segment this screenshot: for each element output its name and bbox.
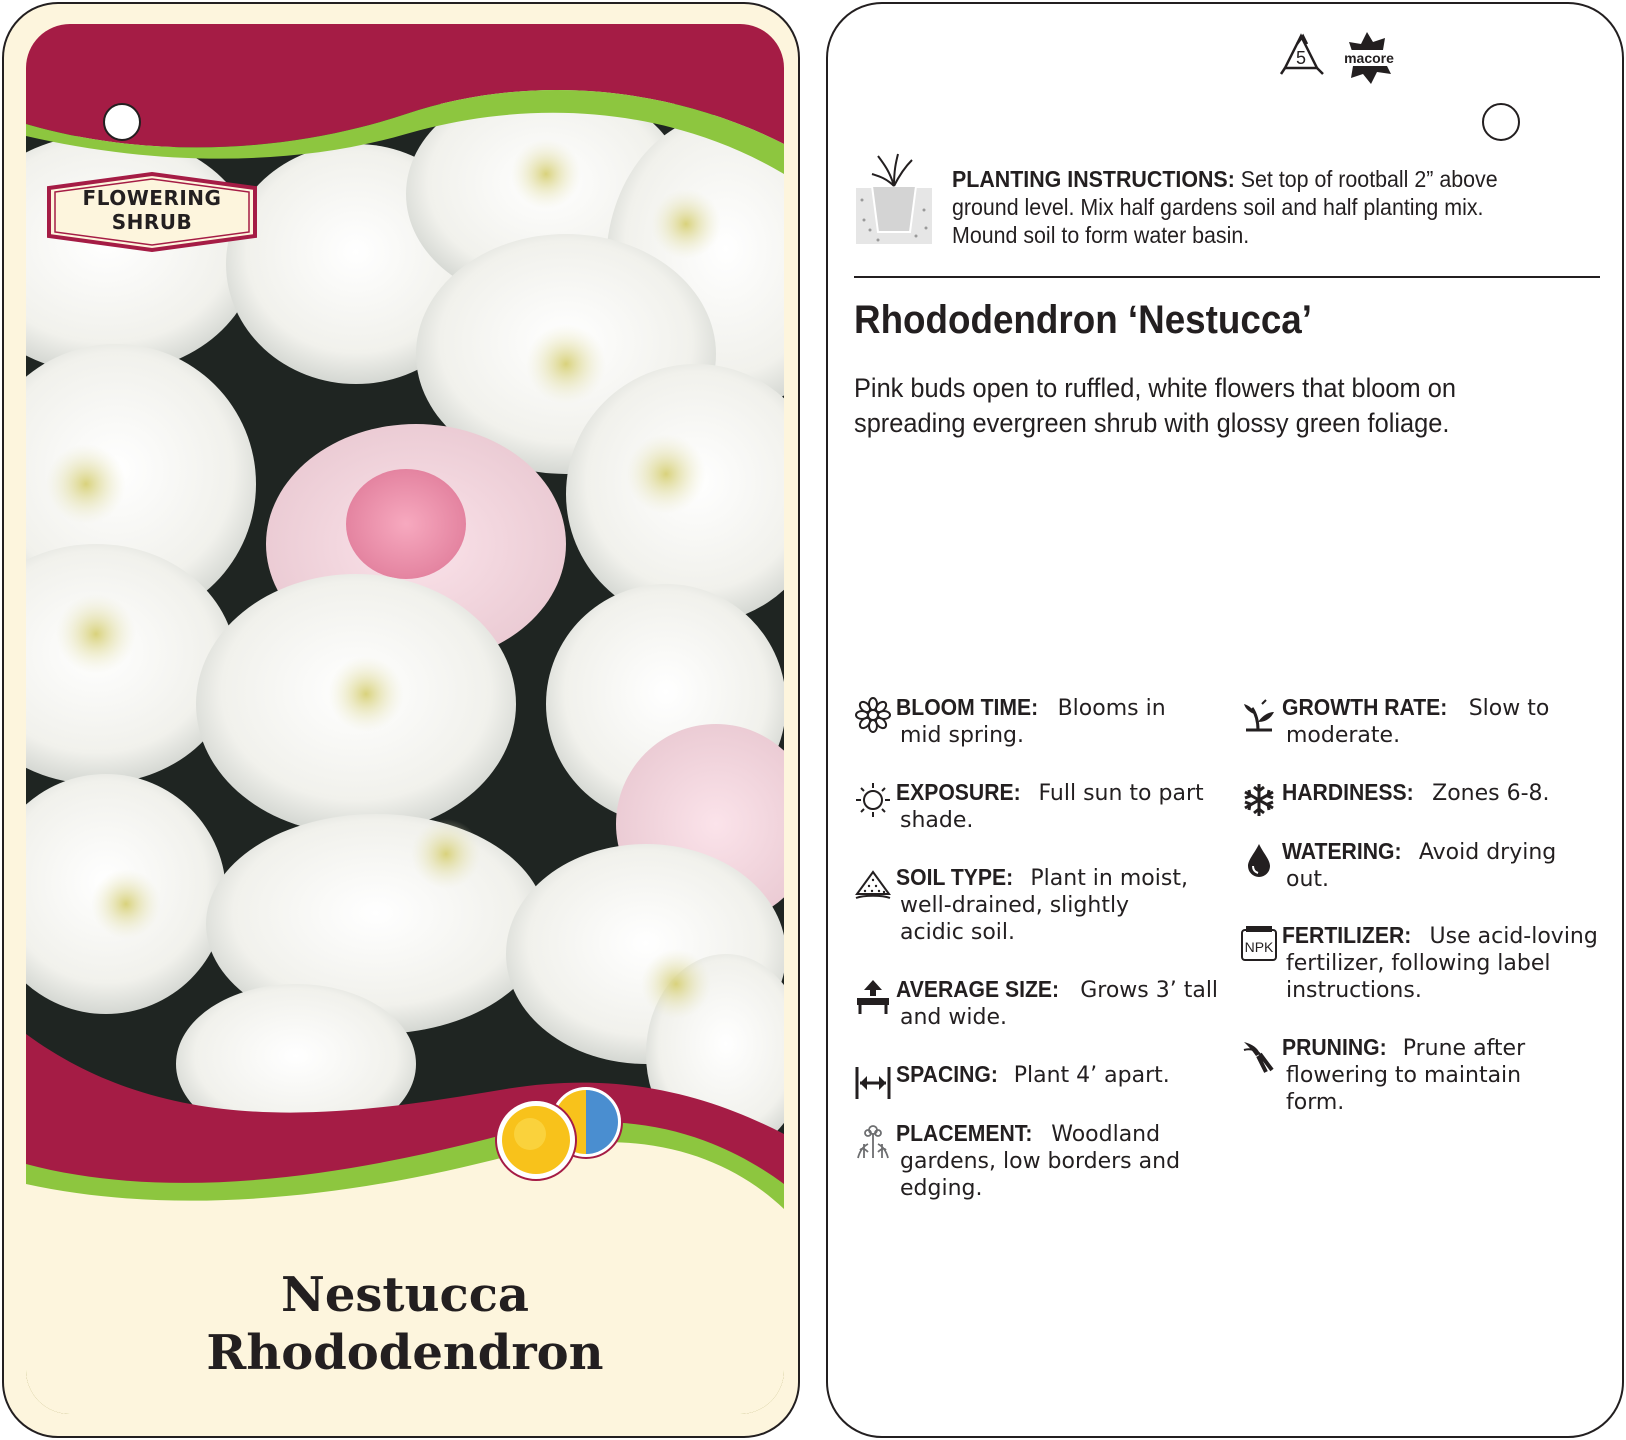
svg-text:NPK: NPK [1244, 939, 1274, 955]
plant-name [4, 1266, 800, 1382]
badge-line-1: FLOWERING [82, 186, 222, 210]
macore-logo-icon [1341, 32, 1397, 84]
fertilizer-label: FERTILIZER: [1282, 922, 1412, 948]
snowflake-icon [1240, 781, 1278, 819]
full-sun-icon [496, 1100, 576, 1180]
spacing-label: SPACING: [896, 1061, 998, 1087]
plant-name-line-1: Nestucca [280, 1267, 530, 1323]
pruners-icon [1240, 1036, 1278, 1074]
pruning-line-3: form. [1286, 1090, 1345, 1115]
exposure-label: EXPOSURE: [896, 779, 1021, 805]
average-size-line-1: Grows 3’ tall [1073, 978, 1219, 1003]
placement-line-1: Woodland [1044, 1122, 1161, 1147]
pruning-line-2: flowering to maintain [1286, 1063, 1522, 1088]
growth-rate-line-1: Slow to [1461, 696, 1550, 721]
bloom-time-label: BLOOM TIME: [896, 694, 1039, 720]
bloom-time-line-1: Blooms in [1050, 696, 1166, 721]
description-line-2: spreading evergreen shrub with glossy green foliage. [854, 408, 1450, 438]
flower-icon [854, 696, 892, 734]
soil-type-line-2: well-drained, slightly [900, 893, 1130, 918]
soil-type-line-1: Plant in moist, [1023, 866, 1188, 891]
placement-line-3: edging. [900, 1176, 983, 1201]
front-card [2, 2, 800, 1438]
placement-icon [854, 1122, 892, 1160]
hang-hole-front [103, 103, 141, 141]
exposure-icons [494, 1084, 634, 1184]
category-badge [41, 172, 263, 252]
back-card [826, 2, 1624, 1438]
average-size-label: AVERAGE SIZE: [896, 976, 1060, 1002]
hardiness-label: HARDINESS: [1282, 779, 1414, 805]
soil-icon [854, 866, 892, 904]
plant-name-line-2: Rhododendron [206, 1325, 604, 1381]
sun-icon [854, 781, 892, 819]
fertilizer-line-1: Use acid-loving [1422, 924, 1598, 949]
fertilizer-line-2: fertilizer, following label [1286, 951, 1551, 976]
planting-line-2: ground level. Mix half gardens soil and half planting mix. [952, 194, 1484, 220]
npk-icon [1240, 924, 1278, 962]
pruning-label: PRUNING: [1282, 1034, 1387, 1060]
plant-title: Rhododendron ‘Nestucca’ [854, 298, 1312, 342]
hang-hole-back [1482, 103, 1520, 141]
watering-line-1: Avoid drying [1411, 840, 1557, 865]
macore-brand: macore [1344, 50, 1394, 66]
growth-rate-label: GROWTH RATE: [1282, 694, 1448, 720]
placement-line-2: gardens, low borders and [900, 1149, 1181, 1174]
plant-description [854, 371, 1568, 441]
pruning-line-1: Prune after [1395, 1036, 1526, 1061]
planting-instructions [952, 165, 1547, 249]
logos [1277, 30, 1407, 90]
sprout-icon [1240, 696, 1278, 734]
average-size-line-2: and wide. [900, 1005, 1007, 1030]
watering-label: WATERING: [1282, 838, 1402, 864]
spacing-line-1: Plant 4’ apart. [1006, 1063, 1170, 1088]
planting-label: PLANTING INSTRUCTIONS: [952, 166, 1235, 192]
recycle-number: 5 [1295, 48, 1307, 68]
planting-pot-icon [854, 150, 934, 246]
planting-line-3: Mound soil to form water basin. [952, 222, 1250, 248]
soil-type-label: SOIL TYPE: [896, 864, 1014, 890]
planting-line-1: Set top of rootball 2” above [1234, 166, 1498, 192]
soil-type-line-3: acidic soil. [900, 920, 1015, 945]
divider [854, 276, 1600, 278]
water-drop-icon [1240, 840, 1278, 878]
fertilizer-line-3: instructions. [1286, 978, 1422, 1003]
exposure-line-1: Full sun to part [1031, 781, 1204, 806]
badge-line-2: SHRUB [111, 210, 193, 234]
height-icon [854, 978, 892, 1016]
placement-label: PLACEMENT: [896, 1120, 1033, 1146]
bloom-time-line-2: mid spring. [900, 723, 1024, 748]
exposure-line-2: shade. [900, 808, 974, 833]
watering-line-2: out. [1286, 867, 1330, 892]
spacing-icon [854, 1063, 892, 1101]
growth-rate-line-2: moderate. [1286, 723, 1401, 748]
description-line-1: Pink buds open to ruffled, white flowers that bloom on [854, 373, 1456, 403]
hardiness-line-1: Zones 6-8. [1425, 781, 1550, 806]
